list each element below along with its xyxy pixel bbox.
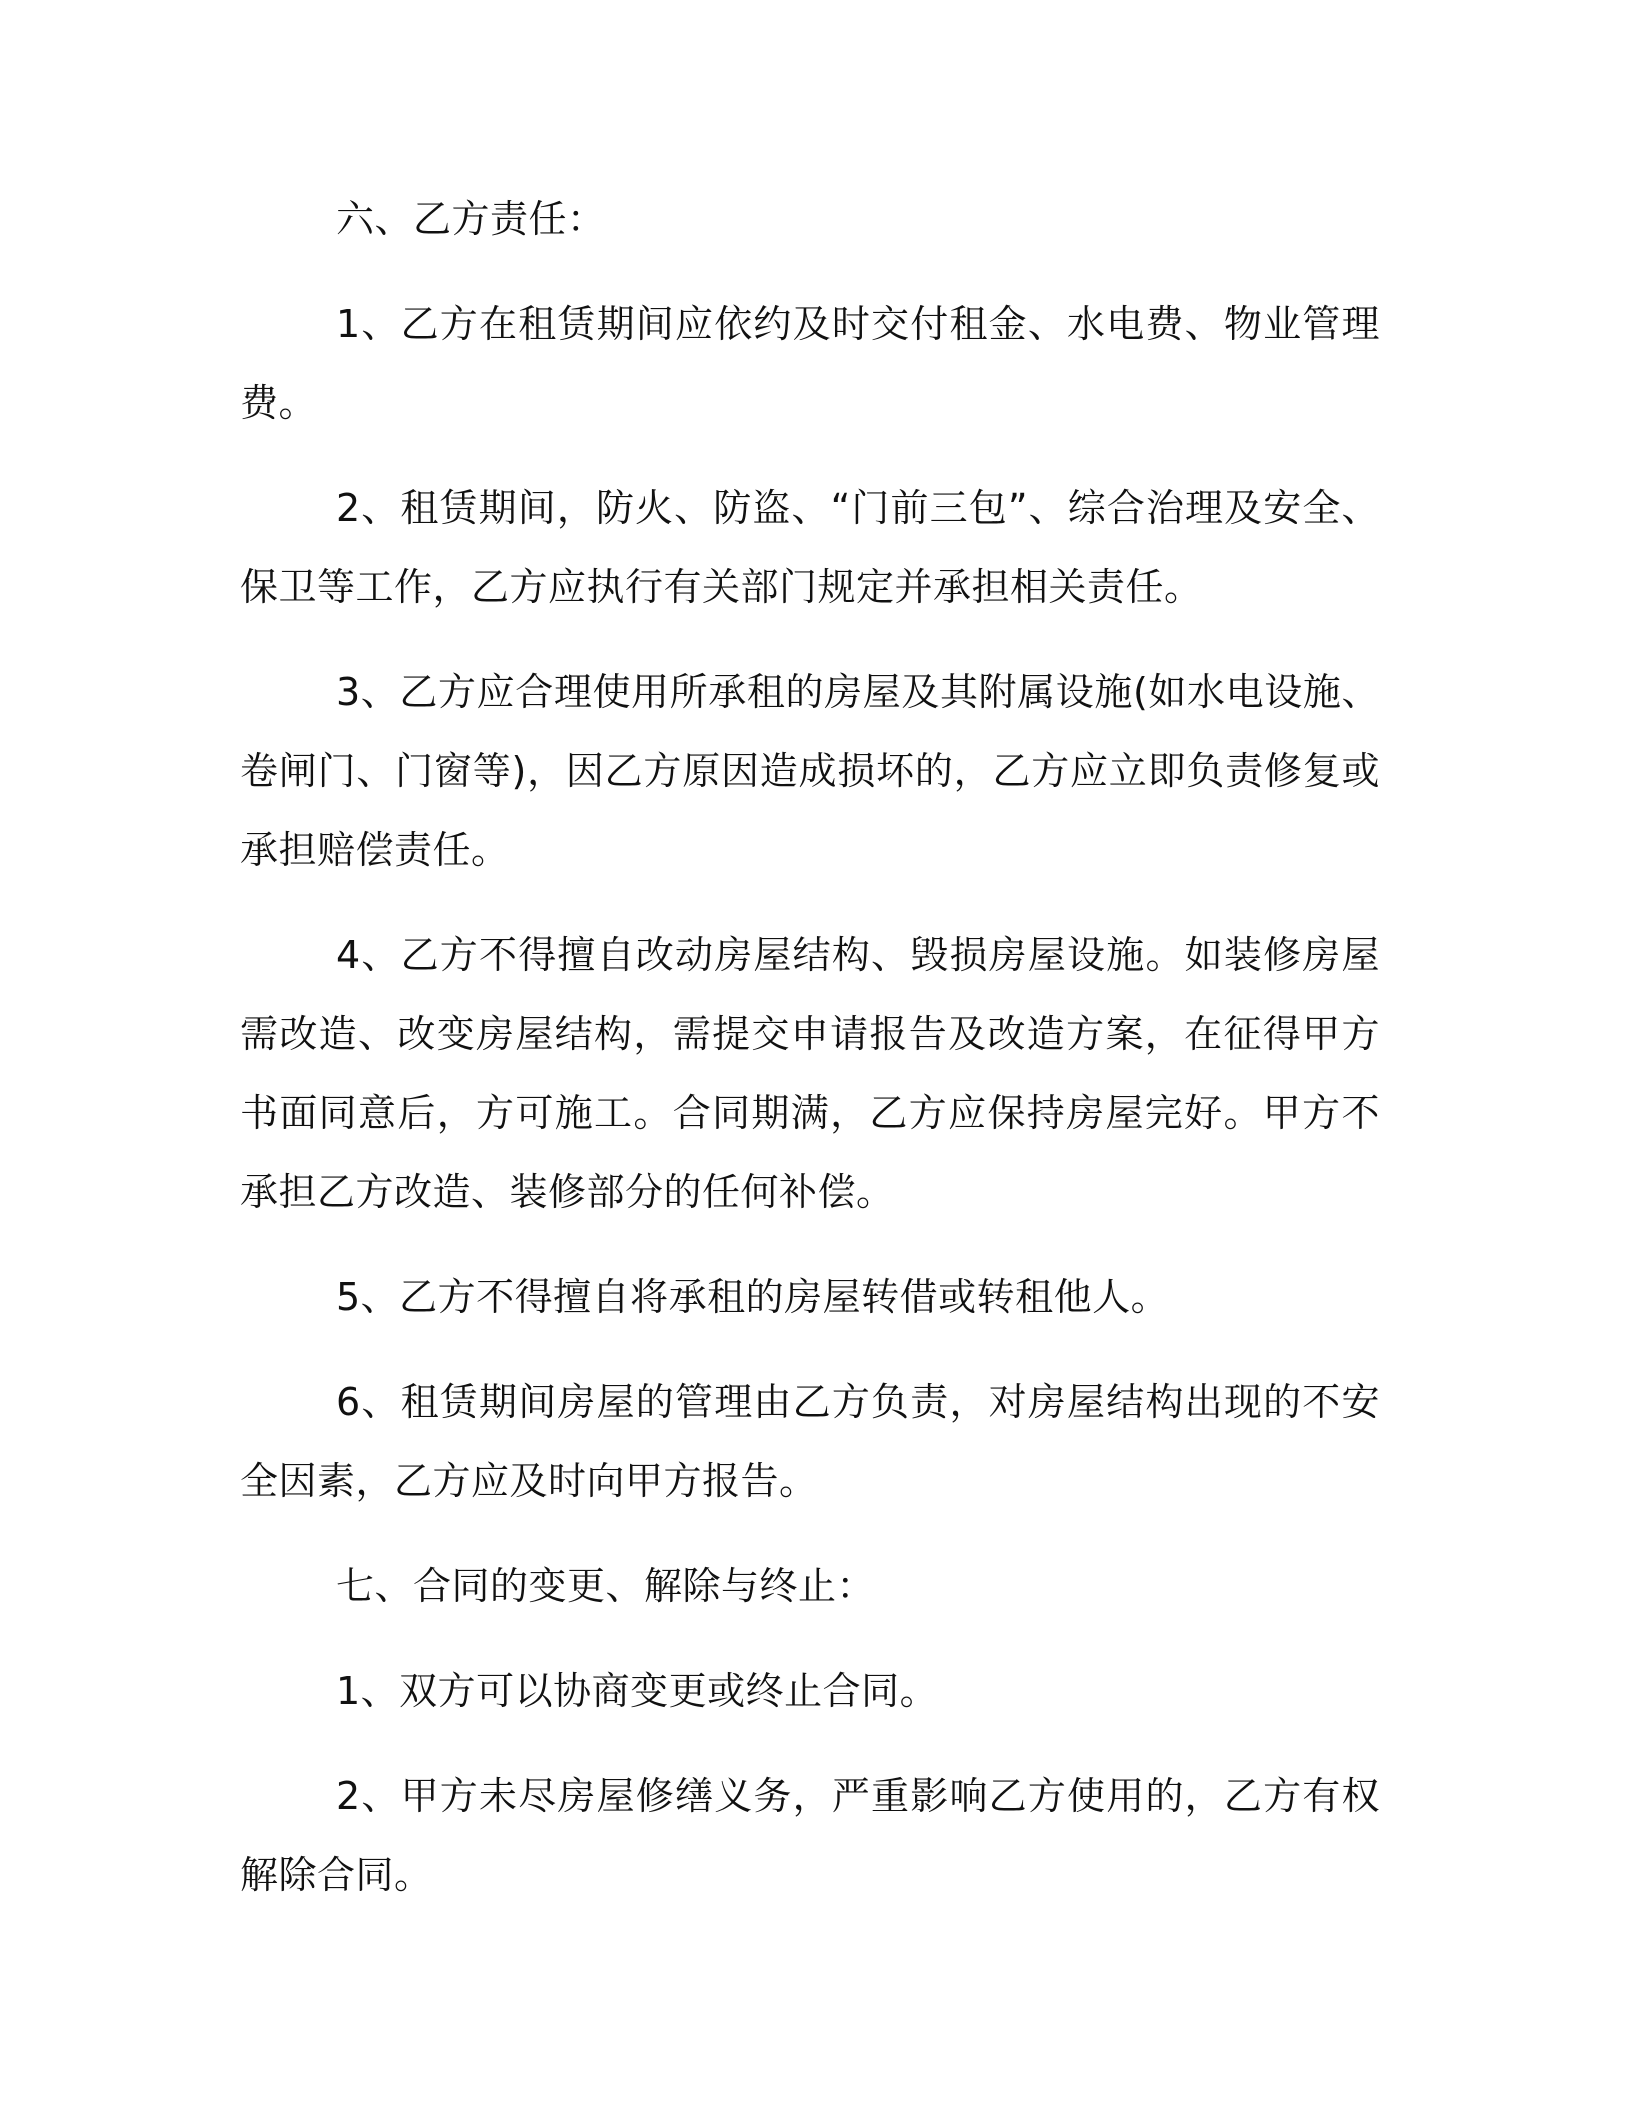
- clause-6-3: 3、乙方应合理使用所承租的房屋及其附属设施(如水电设施、卷闸门、门窗等)，因乙方原因造成损坏的，乙方应立即负责修复或承担赔偿责任。: [240, 670, 1380, 872]
- clause-6-5: 5、乙方不得擅自将承租的房屋转借或转租他人。: [336, 1275, 1170, 1319]
- document-body: [240, 180, 1380, 1941]
- clause-6-2: 2、租赁期间，防火、防盗、“门前三包”、综合治理及安全、保卫等工作，乙方应执行有关部门规定并承担相关责任。: [240, 486, 1380, 609]
- section-heading-6: 六、乙方责任：: [336, 197, 606, 241]
- clause-6-1: 1、乙方在租赁期间应依约及时交付租金、水电费、物业管理费。: [240, 302, 1380, 425]
- clause-6-4: 4、乙方不得擅自改动房屋结构、毁损房屋设施。如装修房屋需改造、改变房屋结构，需提交申请报告及改造方案，在征得甲方书面同意后，方可施工。合同期满，乙方应保持房屋完好。甲方不承担乙方改造、装修部分的任何补偿。: [240, 933, 1380, 1214]
- clause-7-1: 1、双方可以协商变更或终止合同。: [336, 1669, 939, 1713]
- section-heading-7: 七、合同的变更、解除与终止：: [336, 1564, 876, 1608]
- clause-6-6: 6、租赁期间房屋的管理由乙方负责，对房屋结构出现的不安全因素，乙方应及时向甲方报告。: [240, 1380, 1380, 1503]
- clause-7-2: 2、甲方未尽房屋修缮义务，严重影响乙方使用的，乙方有权解除合同。: [240, 1774, 1380, 1897]
